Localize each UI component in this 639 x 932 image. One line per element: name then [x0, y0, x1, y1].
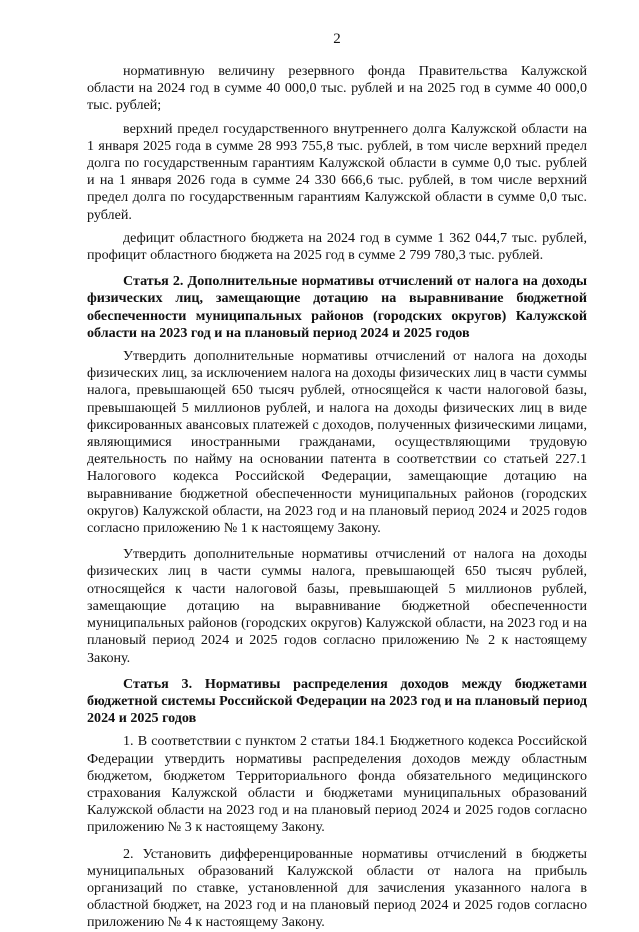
document-body [87, 63, 587, 932]
paragraph-debt-limit: верхний предел государственного внутреннего долга Калужской области на 1 января 2025 года в сумме 28 993 755,8 тыс. рублей, в том числе верхний предел долга по государственным гарантиям Калужской области в сумме 0,0 тыс. рублей и на 1 января 2026 года в сумме 24 330 666,6 тыс. рублей, в том числе верхний предел долга по государственным гарантиям Калужской области в сумме 0,0 тыс. рублей. [87, 120, 587, 223]
paragraph-article-3-item-2: 2. Установить дифференцированные нормативы отчислений в бюджеты муниципальных образований Калужской области от налога на прибыль организаций по ставке, установленной для зачисления указанного налога в областной бюджет, на 2023 год и на плановый период 2024 и 2025 годов согласно приложению № 4 к настоящему Закону. [87, 845, 587, 931]
paragraph-reserve-fund: нормативную величину резервного фонда Правительства Калужской области на 2024 год в сумме 40 000,0 тыс. рублей и на 2025 год в сумме 40 000,0 тыс. рублей; [87, 63, 587, 114]
article-3-title: Статья 3. Нормативы распределения доходов между бюджетами бюджетной системы Российской Федерации на 2023 год и на плановый период 2024 и 2025 годов [87, 675, 587, 727]
paragraph-article-3-item-1: 1. В соответствии с пунктом 2 статьи 184.1 Бюджетного кодекса Российской Федерации утвердить нормативы распределения доходов между областным бюджетом, бюджетом Территориального фонда обязательного медицинского страхования Калужской области и бюджетами муниципальных образований Калужской области на 2023 год и на плановый период 2024 и 2025 годов согласно приложению № 3 к настоящему Закону. [87, 733, 587, 836]
article-2-title: Статья 2. Дополнительные нормативы отчислений от налога на доходы физических лиц, замещающие дотацию на выравнивание бюджетной обеспеченности муниципальных районов (городских округов) Калужской области на 2023 год и на плановый период 2024 и 2025 годов [87, 273, 587, 341]
paragraph-deficit: дефицит областного бюджета на 2024 год в сумме 1 362 044,7 тыс. рублей, профицит областного бюджета на 2025 год в сумме 2 799 780,3 тыс. рублей. [87, 229, 587, 264]
paragraph-article-2-first: Утвердить дополнительные нормативы отчислений от налога на доходы физических лиц, за исключением налога на доходы физических лиц в части суммы налога, превышающей 650 тысяч рублей, относящейся к части налоговой базы, превышающей 5 миллионов рублей, и налога на доходы физических лиц в виде фиксированных авансовых платежей с доходов, полученных физическими лицами, являющимися иностранными гражданами, осуществляющими трудовую деятельность по найму на основании патента в соответствии со статьей 227.1 Налогового кодекса Российской Федерации, замещающие дотацию на выравнивание бюджетной обеспеченности муниципальных районов (городских округов) Калужской области, на 2023 год и на плановый период 2024 и 2025 годов согласно приложению № 1 к настоящему Закону. [87, 348, 587, 537]
page-number: 2 [333, 31, 341, 47]
paragraph-article-2-second: Утвердить дополнительные нормативы отчислений от налога на доходы физических лиц в части суммы налога, превышающей 650 тысяч рублей, относящейся к части налоговой базы, превышающей 5 миллионов рублей, замещающие дотацию на выравнивание бюджетной обеспеченности муниципальных районов (городских округов) Калужской области, на 2023 год и на плановый период 2024 и 2025 годов согласно приложению № 2 к настоящему Закону. [87, 546, 587, 666]
